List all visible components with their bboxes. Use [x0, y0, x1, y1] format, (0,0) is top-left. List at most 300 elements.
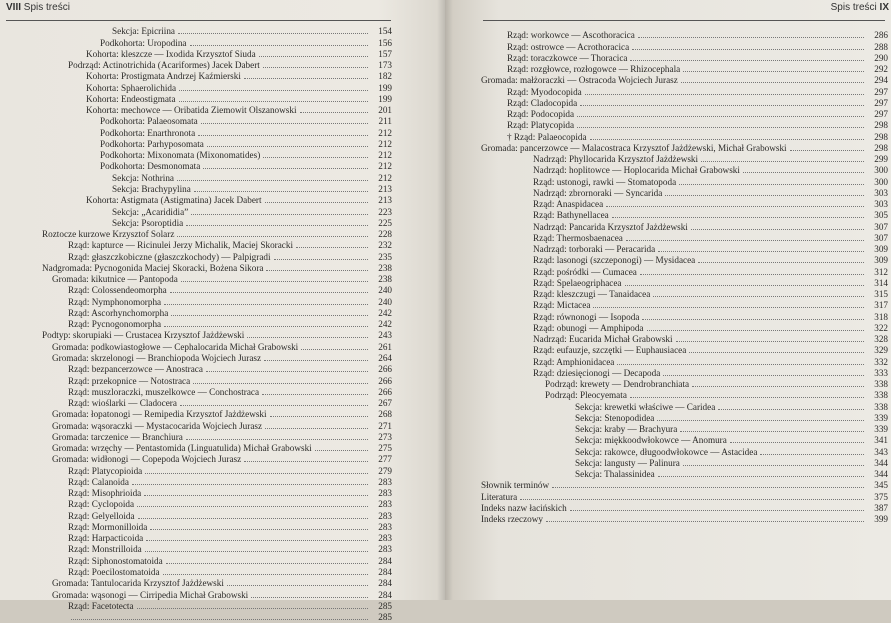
toc-entry-label: Rząd: Gelyelloida	[68, 510, 135, 521]
toc-entry-page: 329	[874, 345, 888, 356]
toc-leader-dots	[617, 364, 864, 365]
toc-entry-page: 266	[378, 375, 392, 386]
toc-entry-page: 299	[874, 154, 888, 164]
toc-entry-page: 211	[378, 116, 392, 127]
toc-entry	[445, 356, 888, 367]
toc-entry	[0, 285, 392, 296]
toc-leader-dots	[71, 619, 368, 620]
toc-entry-label: Sekcja: Thalassinidea	[575, 469, 655, 479]
toc-leader-dots	[743, 172, 864, 173]
toc-leader-dots	[244, 78, 368, 79]
toc-entry-page: 279	[378, 465, 392, 476]
toc-entry	[0, 195, 392, 206]
toc-entry-label: Rząd: Platycopida	[507, 120, 575, 131]
toc-leader-dots	[150, 529, 368, 530]
toc-entry-page: 283	[378, 499, 392, 510]
toc-entry-label: Rząd: Spelaeogriphacea	[533, 277, 622, 288]
toc-leader-dots	[552, 487, 864, 488]
left-page-number: VIII	[6, 2, 22, 13]
toc-entry-label: Literatura	[481, 491, 518, 502]
toc-entry-label: Rząd: Anaspidacea	[533, 199, 604, 209]
toc-entry-page: 292	[874, 64, 888, 74]
toc-entry-label: Nadrząd: zbrornoraki — Syncarida	[533, 187, 663, 198]
toc-entry-page: 261	[378, 341, 392, 352]
toc-leader-dots	[647, 330, 865, 331]
toc-entry-page: 271	[378, 420, 392, 431]
toc-entry	[0, 420, 392, 431]
toc-entry-label: Sekcja: Brachypylina	[112, 183, 191, 194]
toc-entry-page: 268	[378, 409, 392, 420]
toc-entry-label: Kohorta: Astigmata (Astigmatina) Jacek Dabert	[86, 195, 262, 206]
toc-entry	[445, 30, 888, 41]
toc-entry	[0, 94, 392, 105]
toc-entry-page: 387	[874, 502, 888, 513]
toc-entry	[0, 37, 392, 48]
toc-entry-page: 199	[378, 82, 392, 93]
toc-entry-page: 300	[874, 176, 888, 187]
toc-entry-label: Gromada: małżoraczki — Ostracoda Wojciech Jurasz	[481, 75, 678, 86]
toc-entry	[445, 458, 888, 469]
toc-entry	[0, 353, 392, 364]
toc-entry-page: 399	[874, 514, 888, 524]
toc-entry-label: Rząd: lasonogi (szczeponogi) — Mysidacea	[533, 255, 696, 266]
right-page-number: IX	[879, 2, 889, 13]
toc-entry	[0, 206, 392, 217]
toc-entry-label: Gromada: wąsoraczki — Mystacocarida Wojciech Jurasz	[52, 420, 263, 431]
toc-entry-label: Indeks nazw łacińskich	[481, 502, 567, 513]
toc-leader-dots	[638, 37, 864, 38]
toc-entry	[445, 368, 888, 379]
toc-entry-page: 309	[874, 255, 888, 266]
left-page-title: Spis treści	[23, 2, 70, 13]
toc-entry-label: Sekcja: „Acarididia”	[112, 206, 189, 217]
toc-entry-page: 284	[378, 578, 392, 589]
toc-entry-label: Nadrząd: Eucarida Michał Grabowski	[533, 334, 673, 344]
toc-leader-dots	[137, 506, 368, 507]
right-page-title: Spis treści	[830, 2, 877, 13]
toc-entry	[445, 311, 888, 322]
toc-entry-label: Roztocze kurzowe Krzysztof Solarz	[42, 229, 175, 240]
toc-entry	[0, 71, 392, 82]
toc-entry	[445, 435, 888, 446]
toc-entry-label: Rząd: Pycnogonomorpha	[68, 319, 162, 330]
toc-entry-page: 264	[378, 352, 392, 363]
toc-entry	[445, 165, 888, 176]
toc-entry-page: 240	[378, 296, 392, 307]
toc-entry-label: Sekcja: krewetki właściwe — Caridea	[575, 401, 716, 412]
toc-entry-label: Sekcja: Psoroptidia	[112, 217, 184, 228]
toc-entry-page: 339	[874, 412, 888, 423]
toc-entry	[0, 263, 392, 274]
toc-leader-dots	[593, 307, 864, 308]
toc-entry-page: 285	[378, 612, 392, 623]
toc-entry-label: Rząd: eufauzje, szczętki — Euphausiacea	[533, 345, 687, 356]
toc-entry-page: 267	[378, 398, 392, 409]
toc-entry-page: 298	[874, 142, 888, 153]
left-page-header	[6, 2, 70, 13]
toc-leader-dots	[186, 225, 368, 226]
toc-entry-label: Rząd: kleszczugi — Tanaidacea	[533, 289, 651, 299]
toc-entry-page: 242	[378, 319, 392, 330]
toc-entry	[0, 477, 392, 488]
toc-entry-label: Nadrząd: Pancarida Krzysztof Jażdżewski	[533, 221, 688, 232]
toc-entry	[0, 544, 392, 555]
toc-leader-dots	[630, 60, 864, 61]
toc-entry-label: Rząd: Ascorhynchomorpha	[68, 307, 169, 318]
toc-entry-page: 303	[874, 187, 888, 198]
toc-entry	[445, 210, 888, 221]
toc-entry-label: Sekcja: Epicriina	[112, 26, 176, 37]
right-header-rule	[483, 20, 885, 21]
toc-entry-page: 297	[874, 97, 888, 108]
toc-entry	[0, 432, 392, 443]
toc-entry-label: Rząd: rozgłowce, rozłogowce — Rhizocephala	[507, 64, 681, 74]
toc-entry-page: 283	[378, 488, 392, 499]
toc-entry-page: 266	[378, 364, 392, 375]
toc-entry-label: Rząd: Facetotecta	[68, 600, 134, 611]
toc-entry-page: 338	[874, 390, 888, 401]
toc-leader-dots	[692, 386, 864, 387]
toc-entry-page: 235	[378, 251, 392, 262]
toc-entry-page: 225	[378, 217, 392, 228]
toc-leader-dots	[206, 371, 368, 372]
toc-leader-dots	[179, 90, 368, 91]
toc-entry-label: Rząd: przekopnice — Notostraca	[68, 375, 191, 386]
toc-entry	[0, 172, 392, 183]
toc-entry-label: Rząd: Cyclopoida	[68, 499, 135, 510]
toc-leader-dots	[676, 341, 864, 342]
toc-leader-dots	[315, 450, 368, 451]
toc-entry-page: 312	[874, 266, 888, 277]
toc-leader-dots	[138, 518, 368, 519]
toc-leader-dots	[227, 585, 368, 586]
toc-entry	[445, 233, 888, 244]
toc-leader-dots	[570, 510, 864, 511]
toc-leader-dots	[679, 184, 864, 185]
toc-entry-page: 284	[378, 567, 392, 578]
toc-entry-label: Rząd: ostrowce — Acrothoracica	[507, 41, 630, 52]
toc-entry	[445, 424, 888, 435]
toc-leader-dots	[171, 315, 368, 316]
toc-entry-label: Rząd: Poecilostomatoida	[68, 567, 160, 578]
toc-leader-dots	[546, 521, 864, 522]
toc-leader-dots	[274, 259, 368, 260]
toc-leader-dots	[259, 56, 368, 57]
toc-entry-page: 322	[874, 322, 888, 333]
toc-entry-label: Kohorta: kleszcze — Ixodida Krzysztof Siuda	[86, 48, 256, 59]
toc-entry	[445, 379, 888, 390]
toc-entry-label: Gromada: widłonogi — Copepoda Wojciech Jurasz	[52, 454, 242, 465]
toc-entry-page: 238	[378, 262, 392, 273]
toc-entry	[0, 387, 392, 398]
toc-entry	[0, 330, 392, 341]
toc-entry	[445, 480, 888, 491]
toc-leader-dots	[520, 499, 864, 500]
toc-entry-label: Rząd: Cladocopida	[507, 97, 578, 108]
toc-entry-label: Rząd: toraczkowce — Thoracica	[507, 52, 628, 63]
toc-entry	[0, 82, 392, 93]
toc-entry-page: 309	[874, 244, 888, 254]
toc-entry-page: 199	[378, 93, 392, 104]
toc-entry	[0, 161, 392, 172]
toc-entry	[445, 446, 888, 457]
toc-entry-page: 283	[378, 510, 392, 521]
toc-entry	[445, 300, 888, 311]
toc-leader-dots	[590, 139, 864, 140]
toc-entry-page: 283	[378, 521, 392, 532]
toc-entry-label: Rząd: obunogi — Amphipoda	[533, 322, 644, 333]
toc-entry-page: 154	[378, 26, 392, 37]
toc-entry	[445, 41, 888, 52]
toc-entry-label: Rząd: głaszczkobiczne (głaszczkochody) — Palpigradi	[68, 251, 271, 262]
left-page	[0, 0, 445, 623]
toc-entry-page: 298	[874, 131, 888, 142]
toc-entry-page: 266	[378, 386, 392, 397]
toc-entry-label: Sekcja: Stenopodidea	[575, 412, 655, 423]
toc-entry-page: 283	[378, 533, 392, 544]
toc-leader-dots	[626, 240, 864, 241]
toc-leader-dots	[680, 431, 864, 432]
toc-leader-dots	[198, 135, 368, 136]
toc-leader-dots	[132, 484, 368, 485]
toc-entry-page: 343	[874, 446, 888, 457]
toc-entry-label: Rząd: muszloraczki, muszelkowce — Conchostraca	[68, 386, 260, 397]
toc-entry	[0, 26, 392, 37]
toc-entry-label: Nadrząd: Phyllocarida Krzysztof Jażdżewski	[533, 154, 699, 164]
toc-entry-page: 300	[874, 165, 888, 176]
toc-entry-label: Rząd: równonogi — Isopoda	[533, 311, 640, 322]
book-gutter	[437, 0, 453, 600]
toc-entry	[445, 255, 888, 266]
toc-entry-label: Gromada: pancerzowce — Malacostraca Krzysztof Jażdżewski, Michał Grabowski	[481, 142, 787, 153]
right-toc-list	[445, 30, 888, 525]
toc-entry	[445, 514, 888, 525]
toc-entry	[445, 413, 888, 424]
toc-entry-page: 344	[874, 457, 888, 468]
toc-leader-dots	[247, 337, 368, 338]
toc-entry	[0, 510, 392, 521]
toc-entry-label: Rząd: kapturce — Ricinulei Jerzy Michalik, Maciej Skoracki	[68, 240, 294, 251]
toc-entry-label: Rząd: Monstrilloida	[68, 544, 142, 555]
toc-entry	[445, 390, 888, 401]
toc-leader-dots	[207, 146, 368, 147]
toc-leader-dots	[137, 608, 368, 609]
toc-entry	[445, 131, 888, 142]
toc-entry-label: Rząd: ustonogi, rawki — Stomatopoda	[533, 176, 677, 187]
toc-entry	[0, 240, 392, 251]
toc-leader-dots	[262, 394, 368, 395]
toc-entry-label: Słownik terminów	[481, 480, 550, 491]
toc-entry	[0, 251, 392, 262]
toc-entry	[0, 465, 392, 476]
toc-leader-dots	[179, 101, 368, 102]
toc-entry	[445, 86, 888, 97]
toc-entry-page: 338	[874, 379, 888, 389]
toc-leader-dots	[730, 442, 864, 443]
toc-leader-dots	[300, 112, 369, 113]
toc-leader-dots	[663, 375, 864, 376]
toc-entry-page: 285	[378, 600, 392, 611]
toc-leader-dots	[264, 360, 368, 361]
toc-entry-page: 201	[378, 105, 392, 116]
toc-entry-label: Indeks rzeczowy	[481, 514, 543, 524]
toc-entry-label: Rząd: workowce — Ascothoracica	[507, 30, 635, 41]
toc-entry-page: 238	[378, 274, 392, 285]
toc-entry-page: 277	[378, 454, 392, 465]
right-page	[445, 0, 891, 600]
left-toc-list	[0, 26, 392, 623]
toc-entry	[0, 375, 392, 386]
toc-entry	[445, 278, 888, 289]
toc-entry	[445, 75, 888, 86]
toc-entry	[0, 139, 392, 150]
toc-entry-label: Rząd: Harpacticoida	[68, 533, 144, 544]
toc-leader-dots	[665, 195, 864, 196]
toc-entry-page: 173	[378, 60, 392, 71]
toc-entry-page: 286	[874, 30, 888, 41]
toc-leader-dots	[181, 281, 368, 282]
toc-entry-page: 307	[874, 232, 888, 243]
toc-entry-page: 243	[378, 330, 392, 341]
toc-entry-page: 338	[874, 401, 888, 412]
toc-entry	[0, 184, 392, 195]
toc-entry-page: 156	[378, 37, 392, 48]
toc-entry	[0, 589, 392, 600]
toc-entry-label: Podkohorta: Uropodina	[100, 37, 187, 48]
toc-leader-dots	[577, 116, 864, 117]
toc-entry-label: Rząd: Nymphonomorpha	[68, 296, 162, 307]
toc-entry-page: 375	[874, 491, 888, 502]
toc-entry-page: 315	[874, 289, 888, 299]
toc-entry-label: Podtyp: skorupiaki — Crustacea Krzysztof Jażdżewski	[42, 330, 245, 341]
toc-leader-dots	[691, 229, 864, 230]
toc-entry-label: Rząd: Mictacea	[533, 300, 591, 311]
toc-entry	[445, 53, 888, 64]
toc-leader-dots	[191, 214, 368, 215]
toc-entry-label: Gromada: podkowiastogłowe — Cephalocarida Michał Grabowski	[52, 341, 299, 352]
toc-leader-dots	[244, 461, 368, 462]
toc-entry	[0, 533, 392, 544]
toc-leader-dots	[190, 45, 368, 46]
toc-entry	[0, 578, 392, 589]
toc-entry	[445, 503, 888, 514]
toc-entry-label: Podkohorta: Palaeosomata	[100, 116, 198, 127]
toc-entry-label: Rząd: Myodocopida	[507, 86, 582, 97]
toc-entry-page: 232	[378, 240, 392, 251]
toc-entry	[0, 409, 392, 420]
toc-entry-label: Gromada: skrzelonogi — Branchiopoda Wojciech Jurasz	[52, 352, 262, 363]
toc-entry-page: 339	[874, 424, 888, 434]
toc-leader-dots	[177, 180, 368, 181]
toc-entry-page: 318	[874, 311, 888, 322]
toc-entry-page: 328	[874, 334, 888, 344]
toc-entry-label: Nadrząd: hoplitowce — Hoplocarida Michał Grabowski	[533, 165, 740, 176]
toc-entry-page: 157	[378, 48, 392, 59]
toc-entry-label: Kohorta: mechowce — Oribatida Ziemowit Olszanowski	[86, 105, 297, 116]
toc-leader-dots	[718, 409, 864, 410]
toc-entry-page: 341	[874, 435, 888, 446]
toc-entry	[0, 127, 392, 138]
toc-entry-label: Podrząd: Pleocyemata	[545, 390, 627, 401]
toc-leader-dots	[178, 33, 368, 34]
toc-leader-dots	[170, 292, 368, 293]
toc-leader-dots	[630, 397, 864, 398]
toc-entry-page: 345	[874, 480, 888, 491]
toc-entry	[445, 266, 888, 277]
toc-leader-dots	[186, 439, 368, 440]
toc-leader-dots	[180, 405, 368, 406]
toc-entry-page: 297	[874, 86, 888, 97]
toc-leader-dots	[606, 206, 864, 207]
toc-entry-label: Rząd: Amphionidacea	[533, 356, 615, 367]
toc-leader-dots	[580, 105, 864, 106]
toc-entry-page: 298	[874, 120, 888, 131]
toc-entry	[0, 319, 392, 330]
toc-entry-label: Nadrząd: torboraki — Peracarida	[533, 244, 656, 254]
toc-leader-dots	[270, 416, 368, 417]
toc-leader-dots	[251, 597, 368, 598]
toc-entry-label: Sekcja: rakowce, długoodwłokowce — Astacidea	[575, 446, 758, 457]
toc-entry-page: 294	[874, 75, 888, 86]
toc-entry-label: Nadgromada: Pycnogonida Maciej Skoracki, Bożena Sikora	[42, 262, 264, 273]
right-page-header	[831, 2, 889, 13]
toc-entry-page: 275	[378, 443, 392, 454]
toc-entry-page: 297	[874, 109, 888, 119]
toc-entry-page: 284	[378, 555, 392, 566]
toc-entry-label: Rząd: Platycopioida	[68, 465, 143, 476]
toc-entry-label: Kohorta: Endeostigmata	[86, 93, 176, 104]
toc-entry	[445, 334, 888, 345]
toc-leader-dots	[632, 49, 864, 50]
toc-leader-dots	[265, 428, 368, 429]
toc-entry-label: Gromada: Tantulocarida Krzysztof Jażdżewski	[52, 578, 224, 589]
toc-entry	[0, 218, 392, 229]
toc-entry	[0, 567, 392, 578]
toc-leader-dots	[145, 551, 368, 552]
toc-entry-page: 213	[378, 195, 392, 206]
toc-entry	[445, 289, 888, 300]
toc-entry-page: 303	[874, 199, 888, 209]
toc-entry	[445, 98, 888, 109]
toc-leader-dots	[681, 82, 864, 83]
toc-leader-dots	[612, 217, 864, 218]
toc-entry	[445, 401, 888, 412]
toc-entry	[0, 454, 392, 465]
toc-entry-label: Podrząd: krewety — Dendrobranchiata	[545, 379, 690, 389]
toc-leader-dots	[163, 574, 368, 575]
toc-entry-label: Kohorta: Sphaerolichida	[86, 82, 177, 93]
toc-entry	[445, 154, 888, 165]
toc-leader-dots	[658, 251, 864, 252]
toc-entry	[0, 341, 392, 352]
toc-entry-page: 284	[378, 589, 392, 600]
toc-entry	[445, 491, 888, 502]
toc-entry	[0, 612, 392, 623]
toc-entry-label: Kohorta: Prostigmata Andrzej Kaźmierski	[86, 71, 241, 82]
toc-entry-label: Sekcja: langusty — Palinura	[575, 457, 680, 468]
toc-leader-dots	[653, 296, 864, 297]
toc-entry	[0, 49, 392, 60]
toc-leader-dots	[642, 319, 864, 320]
toc-entry	[445, 188, 888, 199]
toc-leader-dots	[683, 71, 864, 72]
toc-entry-page: 213	[378, 183, 392, 194]
toc-entry	[445, 244, 888, 255]
toc-leader-dots	[683, 465, 864, 466]
toc-entry-label: Rząd: Thermosbaenacea	[533, 232, 623, 243]
toc-leader-dots	[701, 161, 864, 162]
toc-leader-dots	[266, 270, 368, 271]
